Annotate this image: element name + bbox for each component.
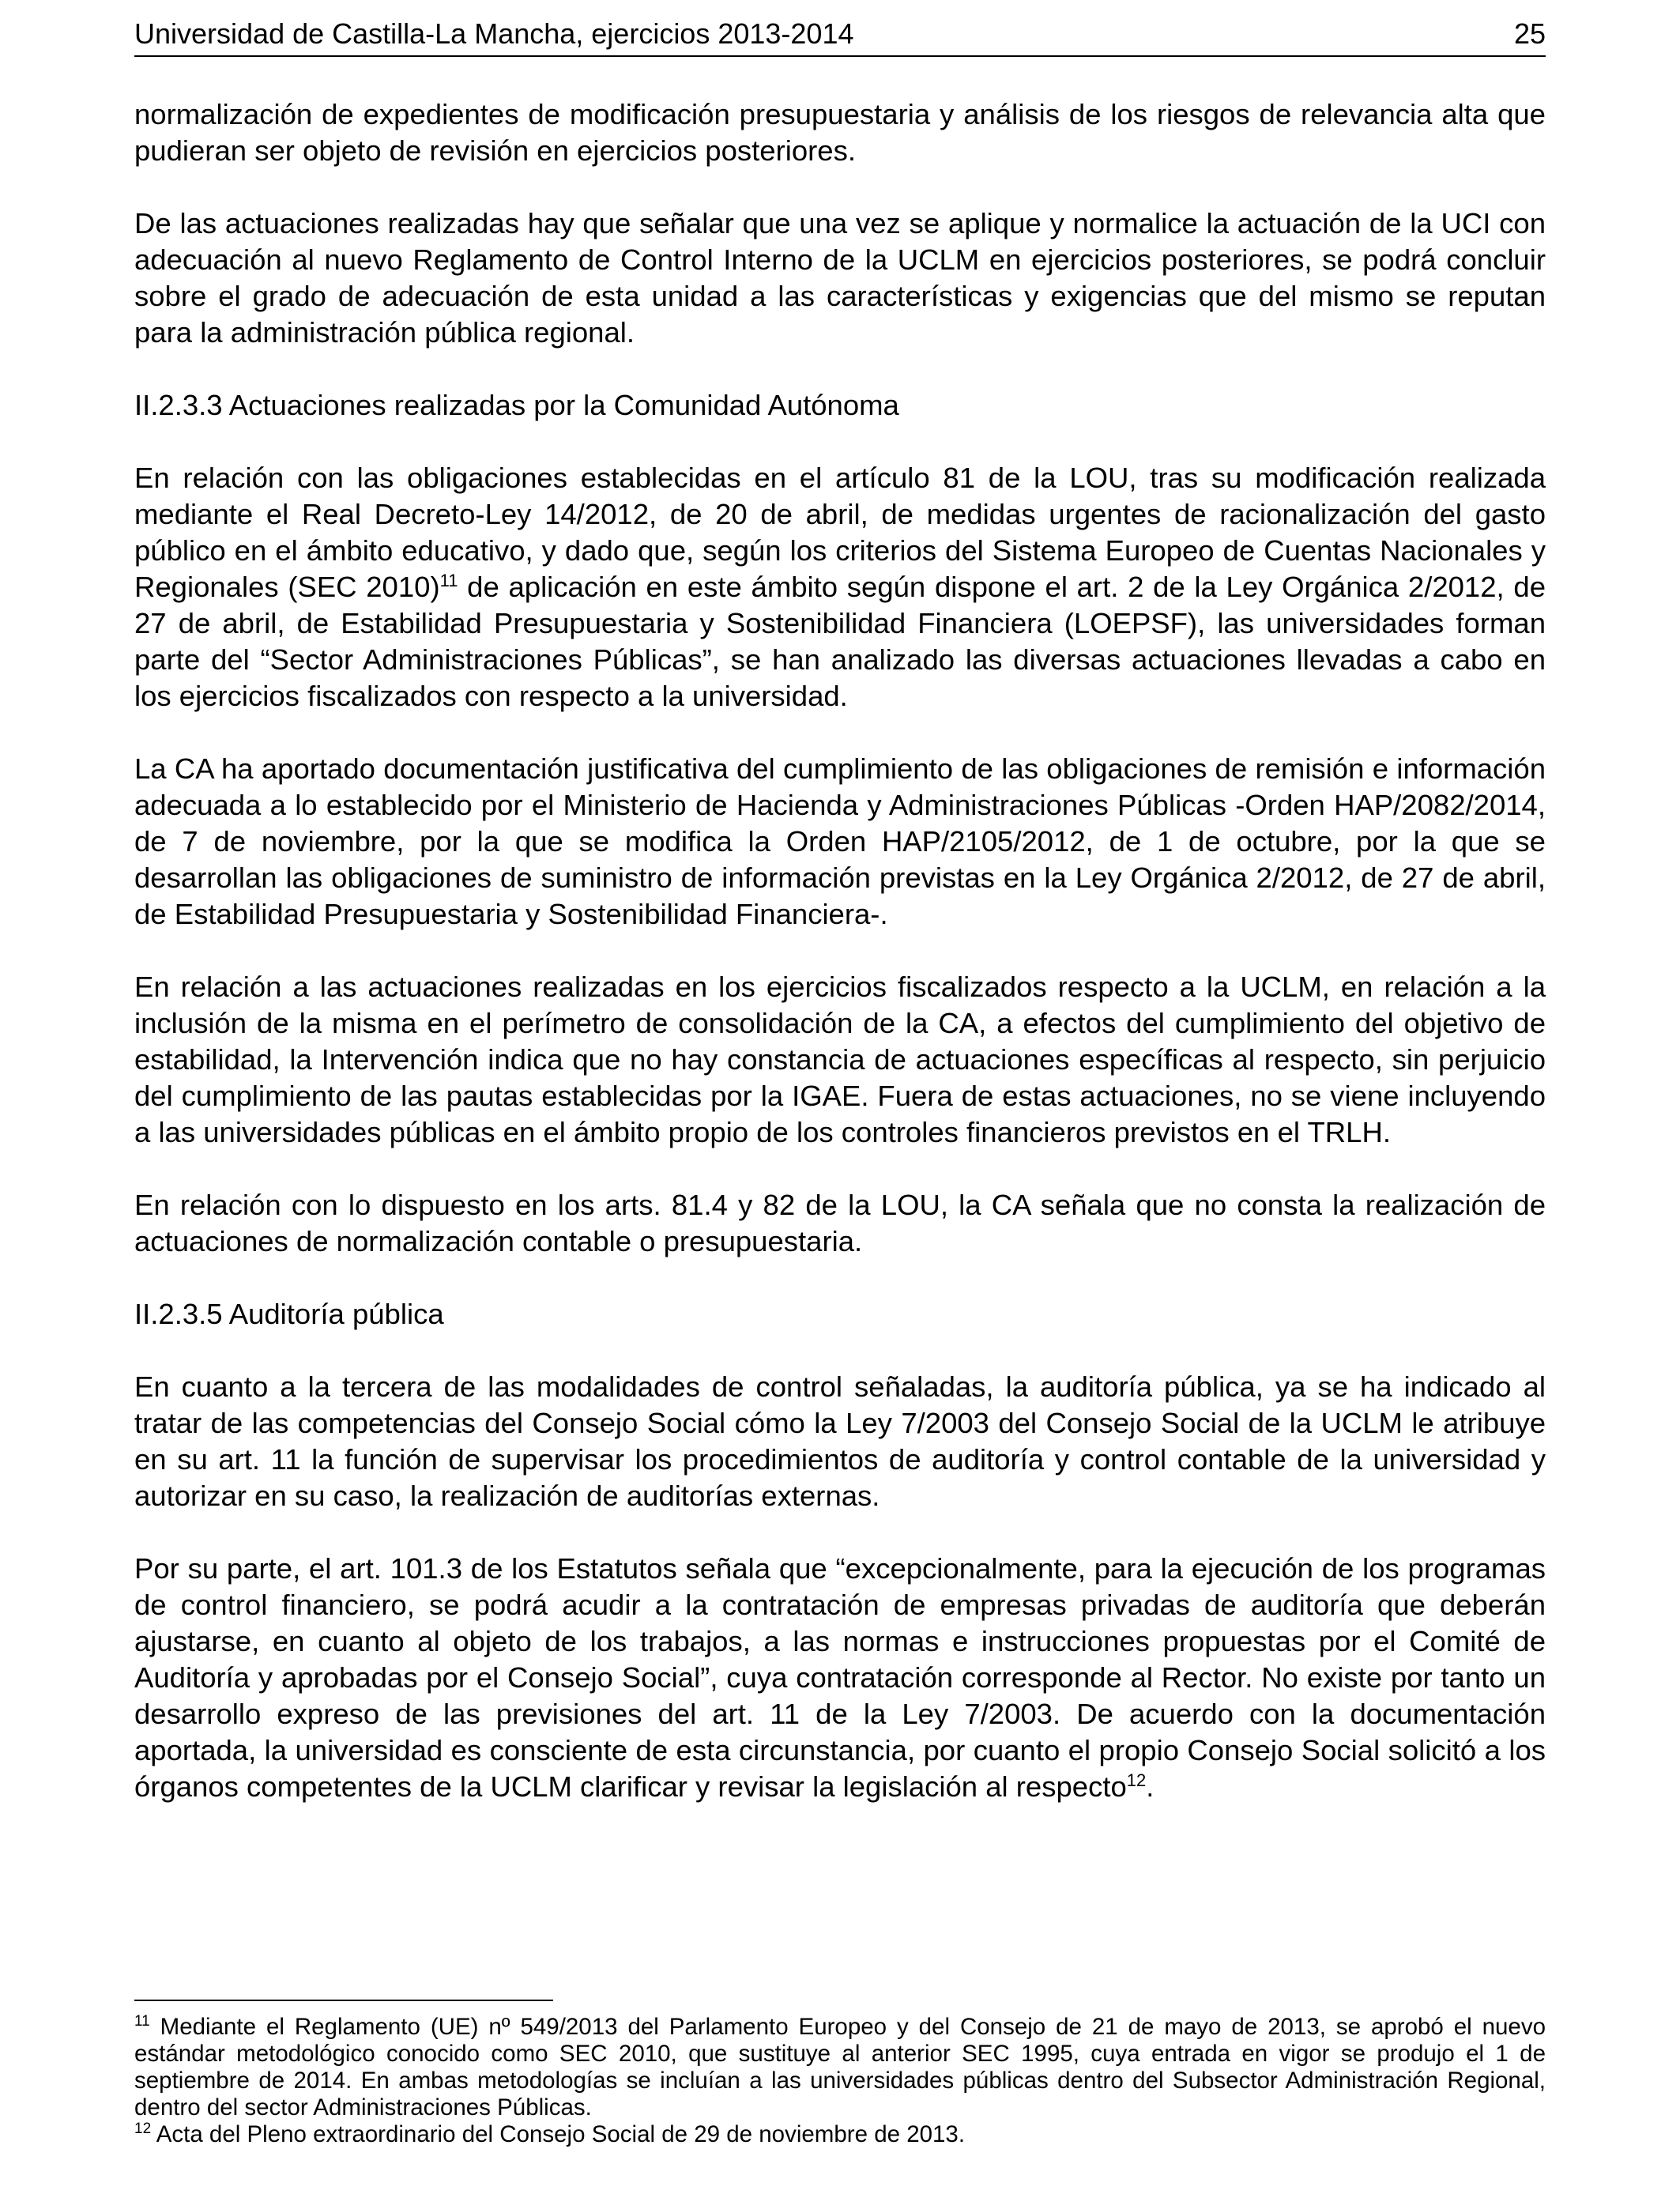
body-text	[134, 96, 1546, 1842]
paragraph-with-footnote	[134, 460, 1546, 714]
paragraph: En relación con lo dispuesto en los arts. 81.4 y 82 de la LOU, la CA señala que no consta la realización de actuaciones de normalización contable o presupuestaria.	[134, 1189, 1546, 1257]
paragraph-with-footnote	[134, 1551, 1546, 1805]
footnote-reference[interactable]: 12	[1126, 1770, 1147, 1790]
paragraph-text: de aplicación en este ámbito según dispone el art. 2 de la Ley Orgánica 2/2012, de 27 de abril, de Estabilidad Presupuestaria y Sostenibilidad Financiera (LOEPSF), las universidades forman parte del “Sector Administraciones Públicas”, se han analizado las diversas actuaciones llevadas a cabo en los ejercicios fiscalizados con respecto a la universidad.	[134, 571, 1546, 712]
footnote-separator	[134, 2000, 553, 2001]
paragraph: La CA ha aportado documentación justificativa del cumplimiento de las obligaciones de remisión e información adecuada a lo establecido por el Ministerio de Hacienda y Administraciones Públicas -Orden HAP/2082/2014, de 7 de noviembre, por la que se modifica la Orden HAP/2105/2012, de 1 de octubre, por la que se desarrollan las obligaciones de suministro de información previstas en la Ley Orgánica 2/2012, de 27 de abril, de Estabilidad Presupuestaria y Sostenibilidad Financiera-.	[134, 752, 1546, 930]
paragraph-text: .	[1146, 1770, 1155, 1803]
section-heading: II.2.3.5 Auditoría pública	[134, 1298, 444, 1330]
paragraph: En relación a las actuaciones realizadas en los ejercicios fiscalizados respecto a la UCLM, en relación a la inclusión de la misma en el perímetro de consolidación de la CA, a efectos del cumplimiento del objetivo de estabilidad, la Intervención indica que no hay constancia de actuaciones específicas al respecto, sin perjuicio del cumplimiento de las pautas establecidas por la IGAE. Fuera de estas actuaciones, no se viene incluyendo a las universidades públicas en el ámbito propio de los controles financieros previstos en el TRLH.	[134, 971, 1546, 1148]
document-page	[134, 0, 1546, 2194]
page-number: 25	[1513, 17, 1546, 50]
paragraph: De las actuaciones realizadas hay que señalar que una vez se aplique y normalice la actuación de la UCI con adecuación al nuevo Reglamento de Control Interno de la UCLM en ejercicios posteriores, se podrá concluir sobre el grado de adecuación de esta unidad a las características y exigencias que del mismo se reputan para la administración pública regional.	[134, 207, 1546, 349]
footnote-text: Mediante el Reglamento (UE) nº 549/2013 del Parlamento Europeo y del Consejo de 21 de mayo de 2013, se aprobó el nuevo estándar metodológico conocido como SEC 2010, que sustituye al anterior SEC 1995, cuya entrada en vigor se produjo el 1 de septiembre de 2014. En ambas metodologías se incluían a las universidades públicas dentro del Subsector Administración Regional, dentro del sector Administraciones Públicas.	[134, 2014, 1546, 2120]
section-heading: II.2.3.3 Actuaciones realizadas por la Comunidad Autónoma	[134, 389, 899, 421]
footnote	[134, 2121, 1546, 2148]
footnote	[134, 2014, 1546, 2121]
page-header	[134, 17, 1546, 57]
footnotes	[134, 2014, 1546, 2148]
paragraph: normalización de expedientes de modificación presupuestaria y análisis de los riesgos de relevancia alta que pudieran ser objeto de revisión en ejercicios posteriores.	[134, 98, 1546, 167]
footnote-reference[interactable]: 11	[439, 570, 458, 590]
paragraph: En cuanto a la tercera de las modalidades de control señaladas, la auditoría pública, ya se ha indicado al tratar de las competencias del Consejo Social cómo la Ley 7/2003 del Consejo Social de la UCLM le atribuye en su art. 11 la función de supervisar los procedimientos de auditoría y control contable de la universidad y autorizar en su caso, la realización de auditorías externas.	[134, 1370, 1546, 1512]
paragraph-text: Por su parte, el art. 101.3 de los Estatutos señala que “excepcionalmente, para la ejecución de los programas de control financiero, se podrá acudir a la contratación de empresas privadas de auditoría que deberán ajustarse, en cuanto al objeto de los trabajos, a las normas e instrucciones propuestas por el Comité de Auditoría y aprobadas por el Consejo Social”, cuya contratación corresponde al Rector. No existe por tanto un desarrollo expreso de las previsiones del art. 11 de la Ley 7/2003. De acuerdo con la documentación aportada, la universidad es consciente de esta circunstancia, por cuanto el propio Consejo Social solicitó a los órganos competentes de la UCLM clarificar y revisar la legislación al respecto	[134, 1552, 1546, 1803]
paragraph-text: En relación con las obligaciones establecidas en el artículo 81 de la LOU, tras su modificación realizada mediante el Real Decreto-Ley 14/2012, de 20 de abril, de medidas urgentes de racionalización del gasto público en el ámbito educativo, y dado que, según los criterios del Sistema Europeo de Cuentas Nacionales y Regionales (SEC 2010)	[134, 462, 1546, 603]
footnote-text: Acta del Pleno extraordinario del Consejo Social de 29 de noviembre de 2013.	[151, 2121, 966, 2147]
footnote-number: 11	[134, 2013, 150, 2030]
footnote-number: 12	[134, 2120, 152, 2138]
running-title: Universidad de Castilla-La Mancha, ejercicios 2013-2014	[134, 17, 854, 50]
